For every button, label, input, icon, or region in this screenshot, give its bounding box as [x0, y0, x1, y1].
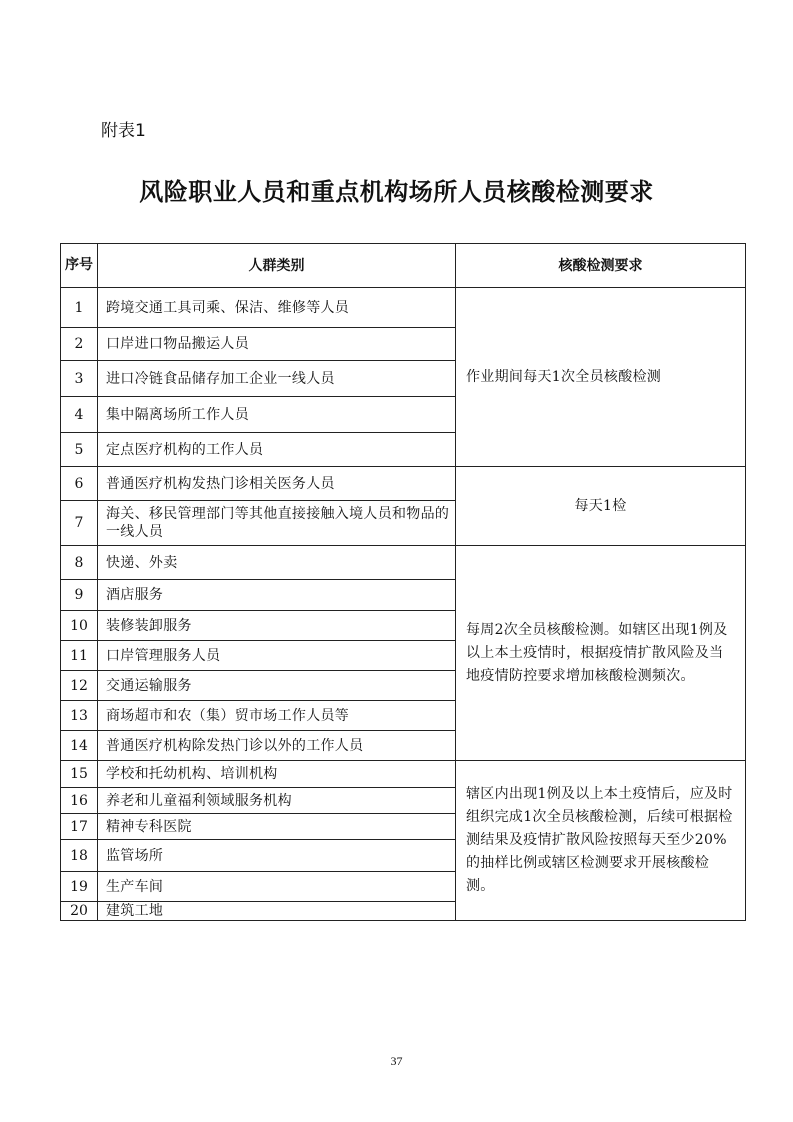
requirement-group-1: 作业期间每天1次全员核酸检测: [456, 288, 746, 467]
row-number: 17: [61, 814, 98, 840]
table-row: [61, 546, 746, 580]
row-number: 16: [61, 788, 98, 814]
row-number: 15: [61, 761, 98, 788]
row-category: 建筑工地: [98, 902, 456, 921]
row-number: 12: [61, 671, 98, 701]
row-number: 1: [61, 288, 98, 328]
row-number: 3: [61, 361, 98, 397]
requirements-table: [60, 243, 746, 921]
row-category: 集中隔离场所工作人员: [98, 397, 456, 433]
row-category: 监管场所: [98, 840, 456, 872]
row-number: 14: [61, 731, 98, 761]
row-number: 9: [61, 580, 98, 611]
row-number: 11: [61, 641, 98, 671]
table-row: [61, 288, 746, 328]
row-category: 海关、移民管理部门等其他直接接触入境人员和物品的一线人员: [98, 501, 456, 546]
attachment-label: 附表1: [101, 121, 146, 141]
row-category: 跨境交通工具司乘、保洁、维修等人员: [98, 288, 456, 328]
row-number: 6: [61, 467, 98, 501]
row-category: 普通医疗机构发热门诊相关医务人员: [98, 467, 456, 501]
row-number: 8: [61, 546, 98, 580]
table-header-row: [61, 244, 746, 288]
row-number: 19: [61, 872, 98, 902]
row-category: 精神专科医院: [98, 814, 456, 840]
row-number: 18: [61, 840, 98, 872]
row-category: 交通运输服务: [98, 671, 456, 701]
header-requirement: 核酸检测要求: [456, 244, 746, 288]
row-category: 快递、外卖: [98, 546, 456, 580]
header-category: 人群类别: [98, 244, 456, 288]
document-title: 风险职业人员和重点机构场所人员核酸检测要求: [139, 178, 654, 206]
row-number: 7: [61, 501, 98, 546]
table-row: [61, 761, 746, 788]
row-category: 装修装卸服务: [98, 611, 456, 641]
row-category: 普通医疗机构除发热门诊以外的工作人员: [98, 731, 456, 761]
requirement-group-2: 每天1检: [456, 467, 746, 546]
row-category: 酒店服务: [98, 580, 456, 611]
row-category: 养老和儿童福利领域服务机构: [98, 788, 456, 814]
row-number: 2: [61, 328, 98, 361]
row-category: 口岸管理服务人员: [98, 641, 456, 671]
requirement-group-3: 每周2次全员核酸检测。如辖区出现1例及以上本土疫情时，根据疫情扩散风险及当地疫情防控要求增加核酸检测频次。: [456, 546, 746, 761]
row-category: 学校和托幼机构、培训机构: [98, 761, 456, 788]
row-number: 13: [61, 701, 98, 731]
row-number: 20: [61, 902, 98, 921]
header-number: 序号: [61, 244, 98, 288]
row-number: 5: [61, 433, 98, 467]
table-row: [61, 467, 746, 501]
row-category: 生产车间: [98, 872, 456, 902]
row-category: 定点医疗机构的工作人员: [98, 433, 456, 467]
row-number: 4: [61, 397, 98, 433]
requirement-group-4: 辖区内出现1例及以上本土疫情后，应及时组织完成1次全员核酸检测，后续可根据检测结果及疫情扩散风险按照每天至少20%的抽样比例或辖区检测要求开展核酸检测。: [456, 761, 746, 921]
row-category: 口岸进口物品搬运人员: [98, 328, 456, 361]
row-category: 商场超市和农（集）贸市场工作人员等: [98, 701, 456, 731]
row-category: 进口冷链食品储存加工企业一线人员: [98, 361, 456, 397]
row-number: 10: [61, 611, 98, 641]
page-number: 37: [390, 1054, 403, 1068]
